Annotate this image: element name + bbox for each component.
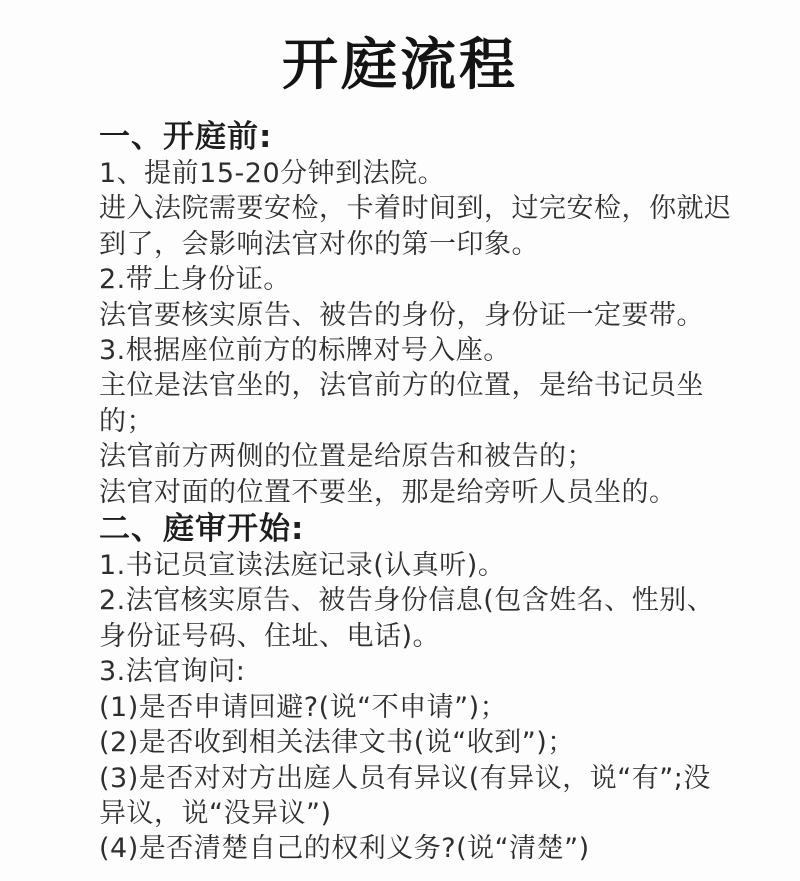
text-line: 身份证号码、住址、电话)。 [99, 620, 441, 652]
text-line: 进入法院需要安检，卡着时间到，过完安检，你就迟 [99, 193, 732, 225]
text-line: 法官要核实原告、被告的身份，身份证一定要带。 [99, 299, 704, 331]
text-line: 异议，说“没异议”) [99, 797, 332, 829]
text-line: 主位是法官坐的，法官前方的位置，是给书记员坐 [99, 370, 704, 402]
document-body [0, 118, 800, 867]
text-line: 到了，会影响法官对你的第一印象。 [99, 228, 539, 260]
text-line: 的； [99, 405, 154, 437]
section-hearing-start [99, 510, 715, 867]
text-line: 法官对面的位置不要坐，那是给旁听人员坐的。 [99, 476, 677, 508]
text-line: (4)是否清楚自己的权利义务?(说“清楚”) [99, 833, 590, 865]
text-line: 1.书记员宣读法庭记录(认真听)。 [99, 550, 506, 582]
text-line: 3.法官询问: [99, 656, 246, 688]
text-line: 2.带上身份证。 [99, 264, 291, 296]
text-line: 2.法官核实原告、被告身份信息(包含姓名、性别、 [99, 585, 715, 617]
page-title: 开庭流程 [282, 33, 518, 98]
section-heading-before-hearing: 一、开庭前: [99, 119, 273, 155]
text-line: 法官前方两侧的位置是给原告和被告的； [99, 441, 594, 473]
section-heading-hearing-start: 二、庭审开始: [99, 511, 305, 548]
text-line: (2)是否收到相关法律文书(说“收到”)； [99, 727, 575, 759]
section-before-hearing [99, 118, 732, 510]
text-line: 1、提前15-20分钟到法院。 [99, 158, 446, 189]
text-line: 3.根据座位前方的标牌对号入座。 [99, 335, 511, 367]
text-line: (3)是否对对方出庭人员有异议(有异议，说“有”;没 [99, 762, 711, 794]
text-line: (1)是否申请回避?(说“不申请”)； [99, 691, 508, 723]
